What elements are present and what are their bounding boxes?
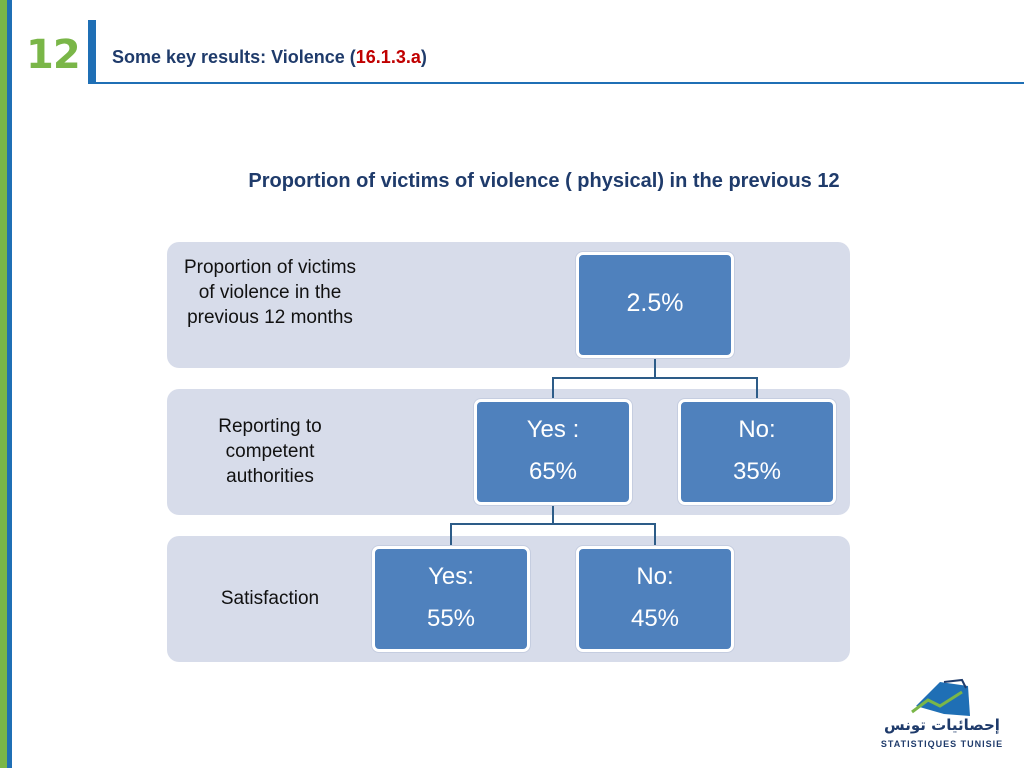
report-yes-value: 65% <box>528 458 578 485</box>
logo-latin-text: STATISTIQUES TUNISIE <box>880 739 1004 749</box>
connector-to-satis-no <box>654 523 656 547</box>
row-label-satisfaction: Satisfaction <box>220 588 320 609</box>
connector-reporting-horizontal <box>552 377 758 379</box>
diagram-title: Proportion of victims of violence ( physical) in the previous 12 <box>248 170 840 192</box>
slide-number: 12 <box>26 32 80 78</box>
title-prefix: Some key results: Violence ( <box>112 47 356 67</box>
title-suffix: ) <box>420 47 427 67</box>
connector-report-yes-down <box>552 502 554 524</box>
connector-victims-down <box>654 356 656 378</box>
satisfaction-no-value: 45% <box>630 605 680 632</box>
report-no-value: 35% <box>732 458 782 485</box>
row-label-reporting: Reporting to competent authorities <box>218 416 322 487</box>
node-report-no <box>678 399 836 505</box>
node-satisfaction-yes <box>372 546 530 652</box>
header-underline <box>96 82 1024 84</box>
title-code: 16.1.3.a <box>355 47 421 67</box>
report-yes-label: Yes : <box>526 416 580 443</box>
header-separator <box>88 20 96 84</box>
node-satisfaction-no <box>576 546 734 652</box>
connector-to-report-yes <box>552 377 554 400</box>
node-report-yes <box>474 399 632 505</box>
left-accent-bar-green <box>0 0 7 768</box>
connector-satisfaction-horizontal <box>450 523 656 525</box>
left-accent-bar-blue <box>7 0 12 768</box>
connector-to-satis-yes <box>450 523 452 547</box>
satisfaction-no-label: No: <box>636 563 674 590</box>
victims-rate-value: 2.5% <box>626 289 684 317</box>
row-label-victims: Proportion of victims of violence in the previous 12 months <box>183 257 357 328</box>
report-no-label: No: <box>738 416 776 443</box>
connector-to-report-no <box>756 377 758 400</box>
page-title <box>112 47 427 68</box>
logo-arabic-text: إحصائيات تونس <box>884 716 1000 734</box>
node-victims-rate <box>576 252 734 358</box>
logo-map-shape <box>916 682 970 716</box>
satisfaction-yes-label: Yes: <box>428 563 474 590</box>
satisfaction-yes-value: 55% <box>426 605 476 632</box>
